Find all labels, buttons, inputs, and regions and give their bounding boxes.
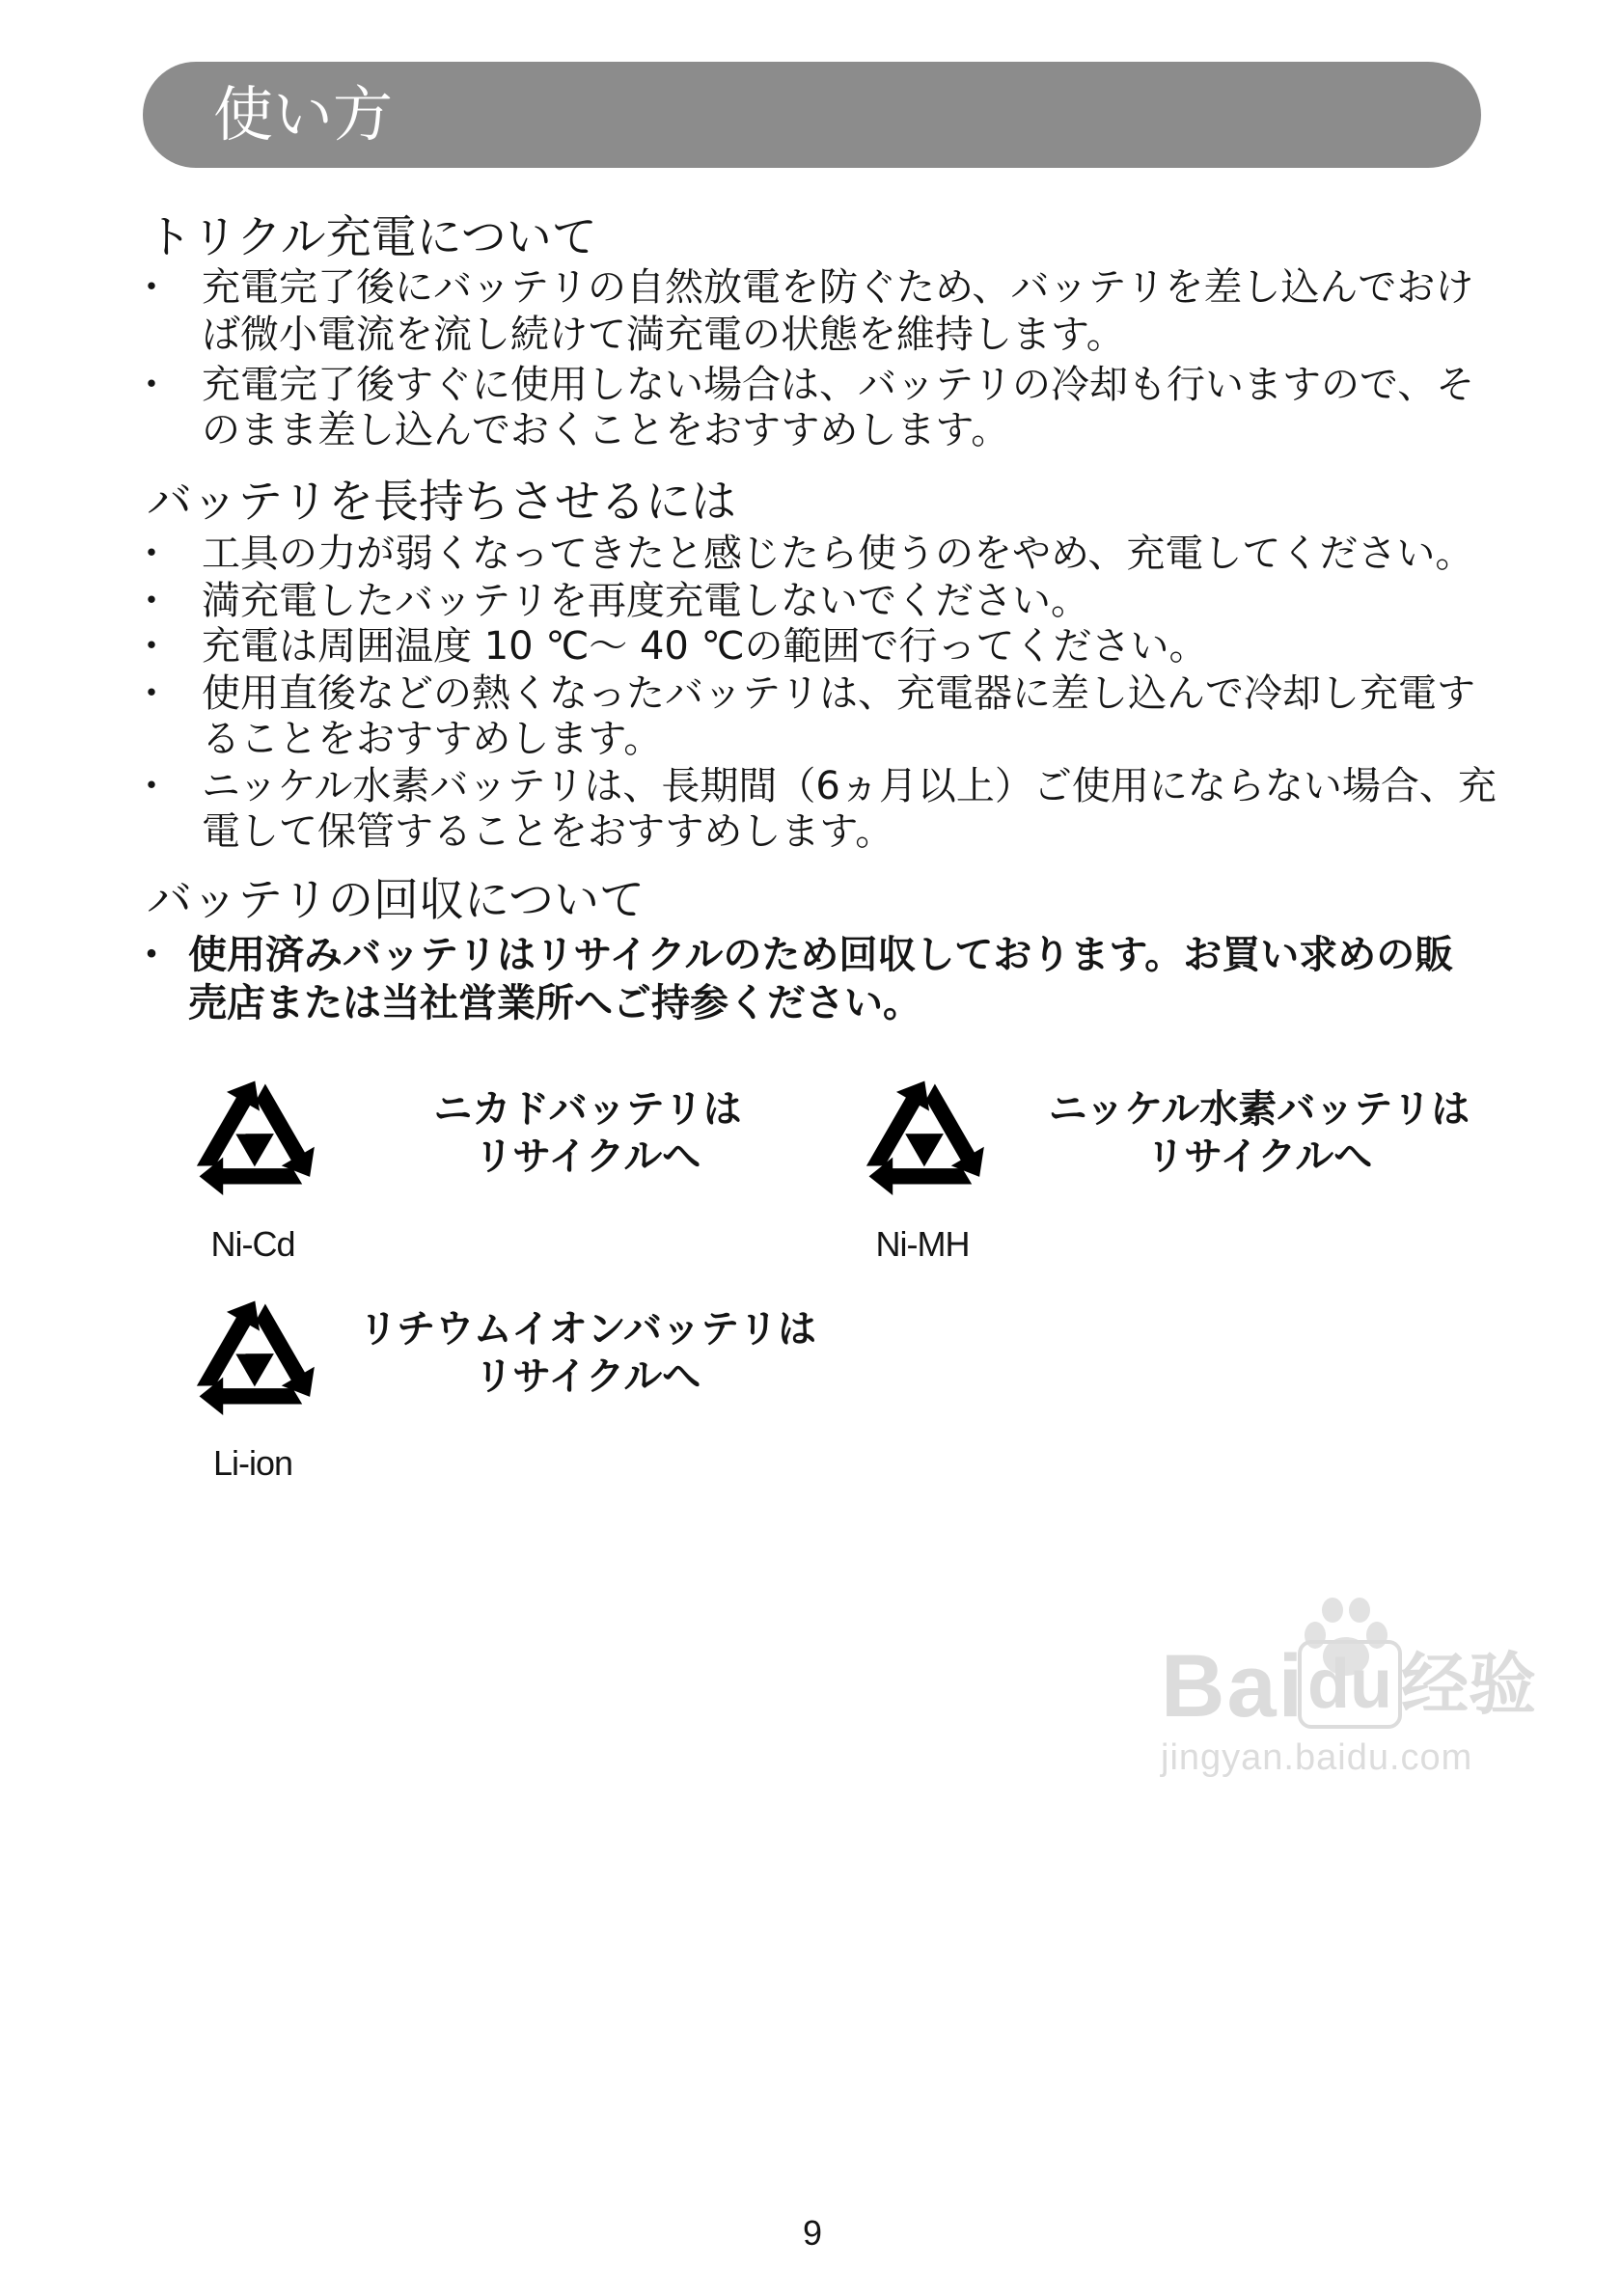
watermark-brand-box: du [1298,1640,1402,1729]
bullet-marker: ・ [132,671,171,716]
bullet-line: のまま差し込んでおくことをおすすめします。 [202,408,1010,452]
bullet-marker: ・ [132,764,171,808]
bullet-line: 満充電したバッテリを再度充電しないでください。 [202,579,1089,623]
battery-type-label: Ni-MH [875,1224,970,1264]
recycle-caption: リサイクルへ [474,1354,701,1399]
section-heading-battery-life: バッテリを長持ちさせるには [147,476,736,529]
recycle-caption: ニッケル水素バッテリは [1048,1087,1470,1132]
recycle-caption: リチウムイオンバッテリは [359,1307,816,1352]
section-heading-recycling: バッテリの回収について [147,874,646,927]
recycle-caption: ニカドバッテリは [433,1087,742,1132]
bullet-line: 充電は周囲温度 10 ℃～ 40 ℃の範囲で行ってください。 [202,624,1208,669]
bullet-line: 売店または当社営業所へご持参ください。 [188,981,921,1025]
bullet-line: 使用済みバッテリはリサイクルのため回収しております。お買い求めの販 [188,933,1454,977]
bullet-marker: ・ [132,579,171,623]
bullet-marker: ・ [132,363,171,407]
recycle-caption: リサイクルへ [1145,1134,1373,1179]
bullet-line: ることをおすすめします。 [202,717,663,761]
recycle-icon [176,1059,334,1217]
battery-type-label: Ni-Cd [210,1224,295,1264]
bullet-line: 使用直後などの熱くなったバッテリは、充電器に差し込んで冷却し充電す [202,671,1475,716]
section-heading-trickle-charge: トリクル充電について [147,211,597,264]
bullet-marker: ・ [132,265,171,310]
bullet-line: ニッケル水素バッテリは、長期間（6ヵ月以上）ご使用にならない場合、充 [202,764,1497,808]
page-number: 9 [802,2213,823,2253]
bullet-line: 電して保管することをおすすめします。 [202,809,894,854]
recycle-caption: リサイクルへ [474,1134,701,1179]
watermark-brand: Bai [1161,1637,1305,1736]
bullet-line: 工具の力が弱くなってきたと感じたら使うのをやめ、充電してください。 [202,532,1474,576]
bullet-marker: ・ [132,532,171,576]
watermark-cn: 经验 [1401,1647,1536,1722]
bullet-line: ば微小電流を流し続けて満充電の状態を維持します。 [202,313,1125,357]
battery-type-label: Li-ion [212,1443,293,1483]
bullet-line: 充電完了後すぐに使用しない場合は、バッテリの冷却も行いますので、そ [202,363,1475,407]
bullet-line: 充電完了後にバッテリの自然放電を防ぐため、バッテリを差し込んでおけ [202,265,1474,310]
recycle-icon [845,1059,1003,1217]
watermark-url: jingyan.baidu.com [1161,1737,1473,1778]
bullet-marker: ・ [132,624,171,669]
header-bar [143,62,1481,168]
bullet-marker: ・ [132,933,171,977]
page-title: 使い方 [213,79,394,150]
recycle-icon [176,1279,334,1437]
